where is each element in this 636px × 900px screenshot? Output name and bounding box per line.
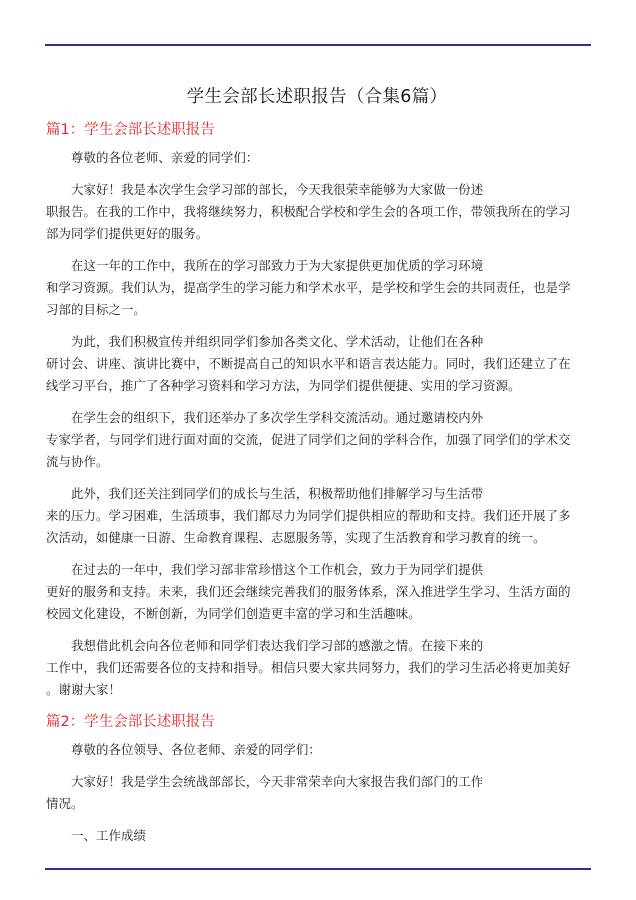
- body-paragraph: [46, 483, 588, 549]
- paragraph-line: 为此，我们积极宣传并组织同学们参加各类文化、学术活动，让他们在各种: [71, 334, 484, 349]
- paragraph-line: 职报告。在我的工作中，我将继续努力，积极配合学校和学生会的各项工作，带领我所在的学习: [46, 204, 571, 219]
- salutation-paragraph: [46, 739, 588, 761]
- body-paragraph: [46, 559, 588, 625]
- paragraph-line: 习部的目标之一。: [46, 302, 146, 317]
- document-title: 学生会部长述职报告（合集6篇）: [186, 87, 448, 107]
- paragraph-line: 在这一年的工作中，我所在的学习部致力于为大家提供更加优质的学习环境: [71, 258, 484, 273]
- body-paragraph: [46, 255, 588, 321]
- paragraph-line: 研讨会、讲座、演讲比赛中，不断提高自己的知识水平和语言表达能力。同时，我们还建立了在: [46, 356, 571, 371]
- paragraph-line: 大家好！我是本次学生会学习部的部长，今天我很荣幸能够为大家做一份述: [71, 182, 484, 197]
- section-heading: 篇2：学生会部长述职报告: [46, 714, 215, 730]
- paragraph-line: 流与协作。: [46, 454, 109, 469]
- body-paragraph: [46, 331, 588, 397]
- body-paragraph: [46, 179, 588, 245]
- section-1: [46, 119, 588, 701]
- body-paragraph: [46, 635, 588, 701]
- paragraph-line: 校园文化建设，不断创新，为同学们创造更丰富的学习和生活趣味。: [46, 606, 421, 621]
- header-rule: [45, 44, 591, 46]
- subheading-paragraph: [46, 825, 588, 847]
- salutation-paragraph: [46, 147, 588, 169]
- section-heading: 篇1：学生会部长述职报告: [46, 122, 215, 138]
- paragraph-line: 和学习资源。我们认为，提高学生的学习能力和学术水平，是学校和学生会的共同责任，也是学: [46, 280, 571, 295]
- paragraph-line: 情况。: [46, 796, 84, 811]
- paragraph-line: 部为同学们提供更好的服务。: [46, 226, 209, 241]
- paragraph-line: 次活动，如健康一日游、生命教育课程、志愿服务等，实现了生活教育和学习教育的统一。: [46, 530, 546, 545]
- paragraph-line: 尊敬的各位领导、各位老师、亲爱的同学们：: [71, 742, 321, 757]
- paragraph-line: 一、工作成绩: [71, 828, 146, 843]
- section-2: [46, 711, 588, 847]
- paragraph-line: 来的压力。学习困难，生活琐事，我们都尽力为同学们提供相应的帮助和支持。我们还开展了多: [46, 508, 571, 523]
- paragraph-line: 大家好！我是学生会统战部部长，今天非常荣幸向大家报告我们部门的工作: [71, 774, 484, 789]
- paragraph-line: 工作中，我们还需要各位的支持和指导。相信只要大家共同努力，我们的学习生活必将更加美好: [46, 660, 571, 675]
- paragraph-line: 我想借此机会向各位老师和同学们表达我们学习部的感激之情。在接下来的: [71, 638, 484, 653]
- footer-rule: [45, 868, 591, 870]
- paragraph-line: 尊敬的各位老师、亲爱的同学们：: [71, 150, 259, 165]
- document-body: [46, 84, 588, 857]
- body-paragraph: [46, 771, 588, 815]
- paragraph-line: 在过去的一年中，我们学习部非常珍惜这个工作机会，致力于为同学们提供: [71, 562, 484, 577]
- paragraph-line: 。谢谢大家！: [46, 682, 121, 697]
- paragraph-line: 此外，我们还关注到同学们的成长与生活，积极帮助他们排解学习与生活带: [71, 486, 484, 501]
- paragraph-line: 更好的服务和支持。未来，我们还会继续完善我们的服务体系，深入推进学生学习、生活方面的: [46, 584, 571, 599]
- paragraph-line: 在学生会的组织下，我们还举办了多次学生学科交流活动。通过邀请校内外: [71, 410, 484, 425]
- paragraph-line: 线学习平台，推广了各种学习资料和学习方法，为同学们提供便捷、实用的学习资源。: [46, 378, 521, 393]
- paragraph-line: 专家学者，与同学们进行面对面的交流，促进了同学们之间的学科合作，加强了同学们的学术交: [46, 432, 571, 447]
- body-paragraph: [46, 407, 588, 473]
